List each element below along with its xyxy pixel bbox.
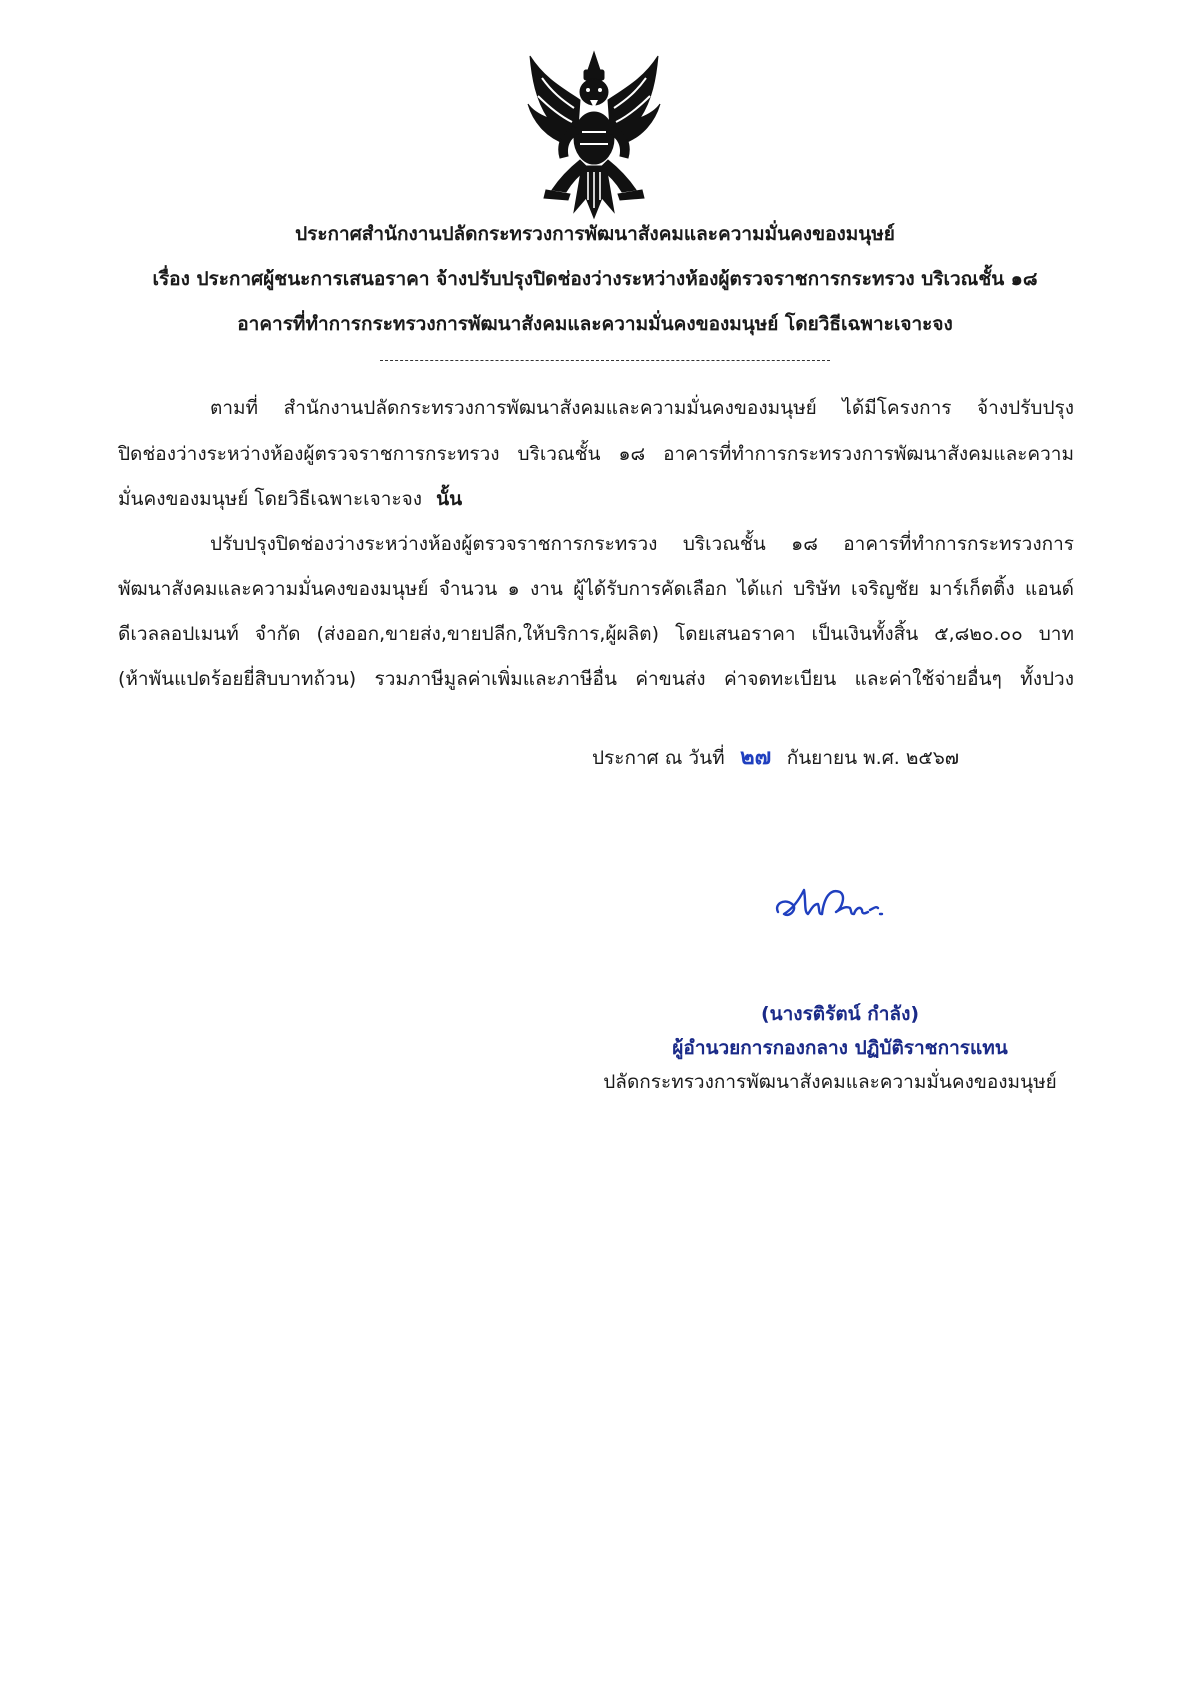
para2-line1: ปรับปรุงปิดช่องว่างระหว่างห้องผู้ตรวจราชการกระทรวง บริเวณชั้น ๑๘ อาคารที่ทำการกระทรวงการ — [210, 533, 1074, 555]
signatory-organization: ปลัดกระทรวงการพัฒนาสังคมและความมั่นคงของมนุษย์ — [603, 1071, 1057, 1093]
announcement-date — [592, 746, 959, 770]
handwritten-signature — [770, 868, 890, 928]
para1-line3-text: มั่นคงของมนุษย์ โดยวิธีเฉพาะเจาะจง — [118, 488, 423, 510]
para1-line1: ตามที่ สำนักงานปลัดกระทรวงการพัฒนาสังคมและความมั่นคงของมนุษย์ ได้มีโครงการ จ้างปรับปรุง — [210, 397, 1074, 419]
garuda-emblem-icon — [522, 48, 666, 220]
para2-line2: พัฒนาสังคมและความมั่นคงของมนุษย์ จำนวน ๑ งาน ผู้ได้รับการคัดเลือก ได้แก่ บริษัท เจริญชัย มาร์เก็ตติ้ง แอนด์ — [118, 578, 1074, 600]
signatory-name: (นางรติรัตน์ กำลัง) — [760, 1003, 920, 1025]
date-suffix: กันยายน พ.ศ. ๒๕๖๗ — [786, 747, 960, 769]
announcement-subject: เรื่อง ประกาศผู้ชนะการเสนอราคา จ้างปรับปรุงปิดช่องว่างระหว่างห้องผู้ตรวจราชการกระทรวง บริเวณชั้น ๑๘ — [152, 268, 1038, 290]
title-divider — [380, 360, 830, 361]
date-day: ๒๗ — [740, 745, 772, 770]
date-prefix: ประกาศ ณ วันที่ — [592, 747, 725, 769]
para2-line3: ดีเวลลอปเมนท์ จำกัด (ส่งออก,ขายส่ง,ขายปลีก,ให้บริการ,ผู้ผลิต) โดยเสนอราคา เป็นเงินทั้งสิ้น ๕,๘๒๐.๐๐ บาท — [118, 623, 1074, 645]
announcement-subject-cont: อาคารที่ทำการกระทรวงการพัฒนาสังคมและความมั่นคงของมนุษย์ โดยวิธีเฉพาะเจาะจง — [237, 313, 953, 335]
signatory-position: ผู้อำนวยการกองกลาง ปฏิบัติราชการแทน — [672, 1037, 1008, 1059]
para1-line3 — [118, 487, 462, 511]
announcement-title: ประกาศสำนักงานปลัดกระทรวงการพัฒนาสังคมและความมั่นคงของมนุษย์ — [295, 223, 895, 245]
para1-line2: ปิดช่องว่างระหว่างห้องผู้ตรวจราชการกระทรวง บริเวณชั้น ๑๘ อาคารที่ทำการกระทรวงการพัฒนาสังคมและความ — [118, 443, 1074, 465]
para1-line3-end: นั้น — [436, 488, 463, 510]
para2-line4: (ห้าพันแปดร้อยยี่สิบบาทถ้วน) รวมภาษีมูลค่าเพิ่มและภาษีอื่น ค่าขนส่ง ค่าจดทะเบียน และค่าใช้จ่ายอื่นๆ ทั้งปวง — [118, 668, 1074, 690]
